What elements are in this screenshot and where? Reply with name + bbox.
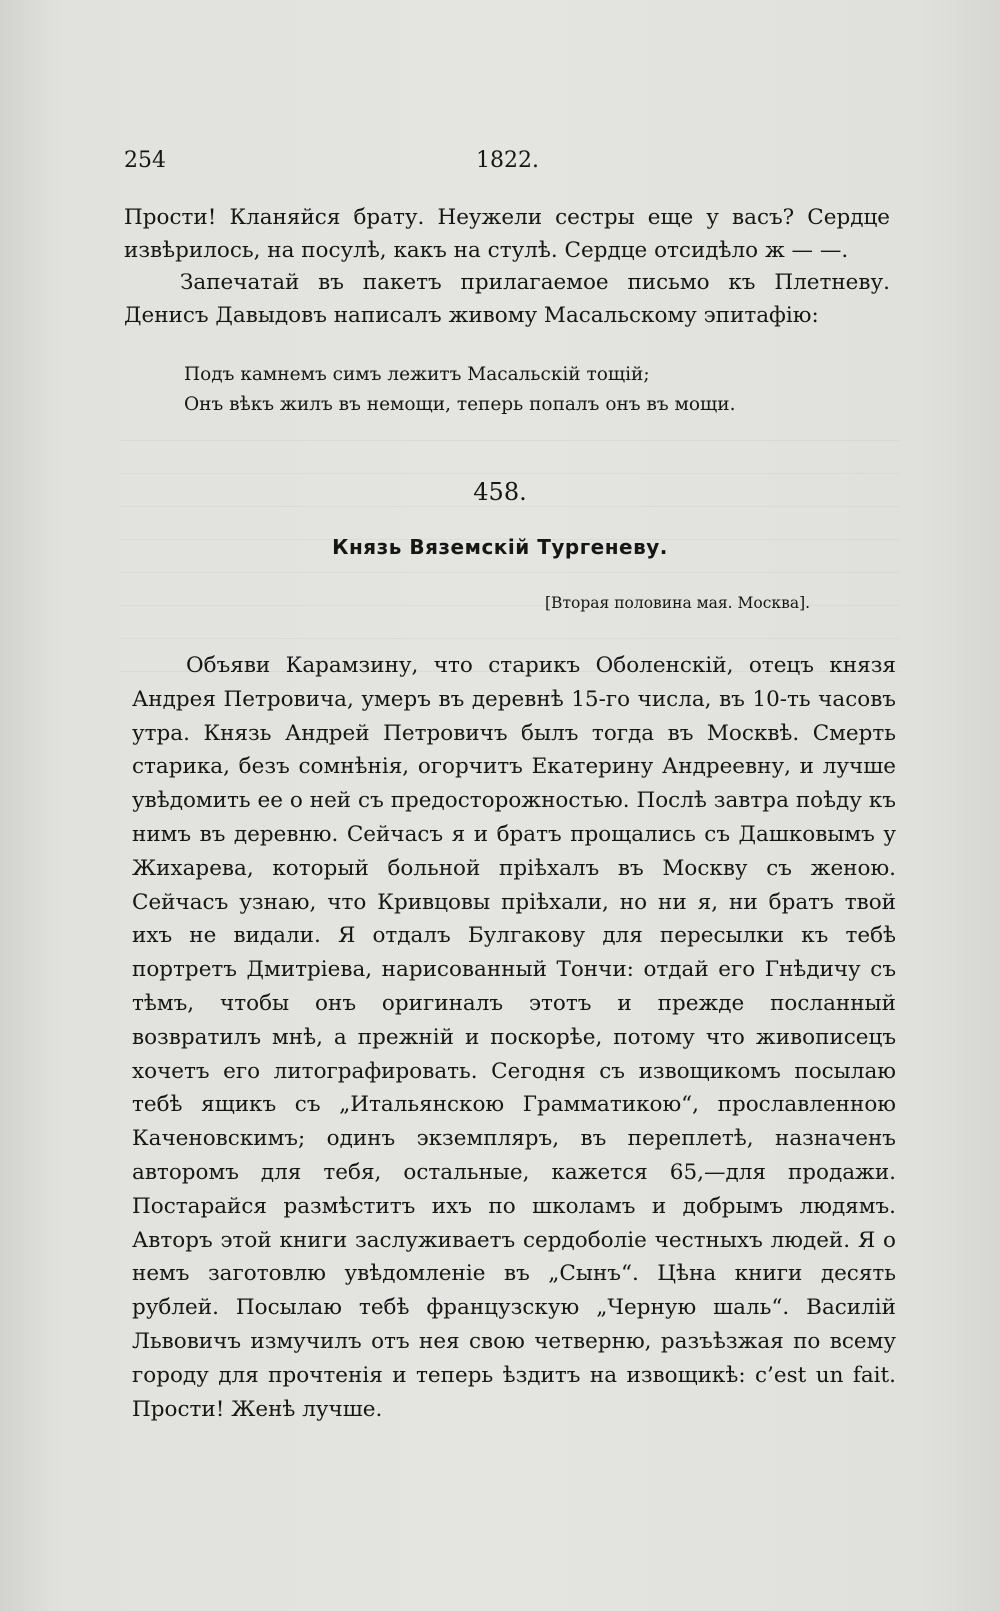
letter-heading: Князь Вяземскій Тургеневу. — [332, 535, 668, 559]
opening-text — [124, 202, 890, 332]
running-year: 1822. — [476, 148, 539, 173]
opening-paragraph-1: Прости! Кланяйся брату. Неужели сестры еще у васъ? Сердце извѣрилось, на посулѣ, какъ на стулѣ. Сердце отсидѣло ж — —. — [124, 205, 890, 263]
opening-paragraph-2: Запечатай въ пакетъ прилагаемое письмо къ Плетневу. Денисъ Давыдовъ написалъ живому Масальскому эпитафію: — [124, 270, 890, 328]
letter-number: 458. — [473, 478, 527, 506]
verse-line-2: Онъ вѣкъ жилъ въ немощи, теперь попалъ онъ въ мощи. — [184, 394, 736, 415]
verse-line-1: Подъ камнемъ симъ лежитъ Масальскій тощій; — [184, 364, 650, 385]
running-header — [124, 148, 884, 188]
epitaph-verse — [184, 360, 735, 420]
page-number: 254 — [124, 148, 166, 173]
letter-date: [Вторая половина мая. Москва]. — [545, 594, 811, 612]
letter-body: Объяви Карамзину, что старикъ Оболенскій, отецъ князя Андрея Петровича, умеръ въ деревнѣ 15-го числа, въ 10-ть часовъ утра. Князь Андрей Петровичъ былъ тогда въ Москвѣ. Смерть старика, безъ сомнѣнія, огорчитъ Екатерину Андреевну, и лучше увѣдомить ее о ней съ предосторожностью. Послѣ завтра поѣду къ нимъ въ деревню. Сейчасъ я и братъ прощались съ Дашковымъ у Жихарева, который больной пріѣхалъ въ Москву съ женою. Сейчасъ узнаю, что Кривцовы пріѣхали, но ни я, ни братъ твой ихъ не видали. Я отдалъ Булгакову для пересылки къ тебѣ портретъ Дмитріева, нарисованный Тончи: отдай его Гнѣдичу съ тѣмъ, чтобы онъ оригиналъ этотъ и прежде посланный возвратилъ мнѣ, а прежній и поскорѣе, потому что живописецъ хочетъ его литографировать. Сегодня съ извощикомъ посылаю тебѣ ящикъ съ „Итальянскою Грамматикою“, прославленною Каченовскимъ; одинъ экземпляръ, въ переплетѣ, назначенъ авторомъ для тебя, остальные, кажется 65,—для продажи. Постарайся размѣститъ ихъ по школамъ и добрымъ людямъ. Авторъ этой книги заслуживаетъ сердоболіе честныхъ людей. Я о немъ заготовлю увѣдомленіе въ „Сынъ“. Цѣна книги десять рублей. Посылаю тебѣ французскую „Черную шаль“. Василій Львовичъ измучилъ отъ нея свою четверню, разъѣзжая по всему городу для прочтенія и теперь ѣздитъ на извощикѣ: c’est un fait. Прости! Женѣ лучше. — [132, 653, 896, 1422]
